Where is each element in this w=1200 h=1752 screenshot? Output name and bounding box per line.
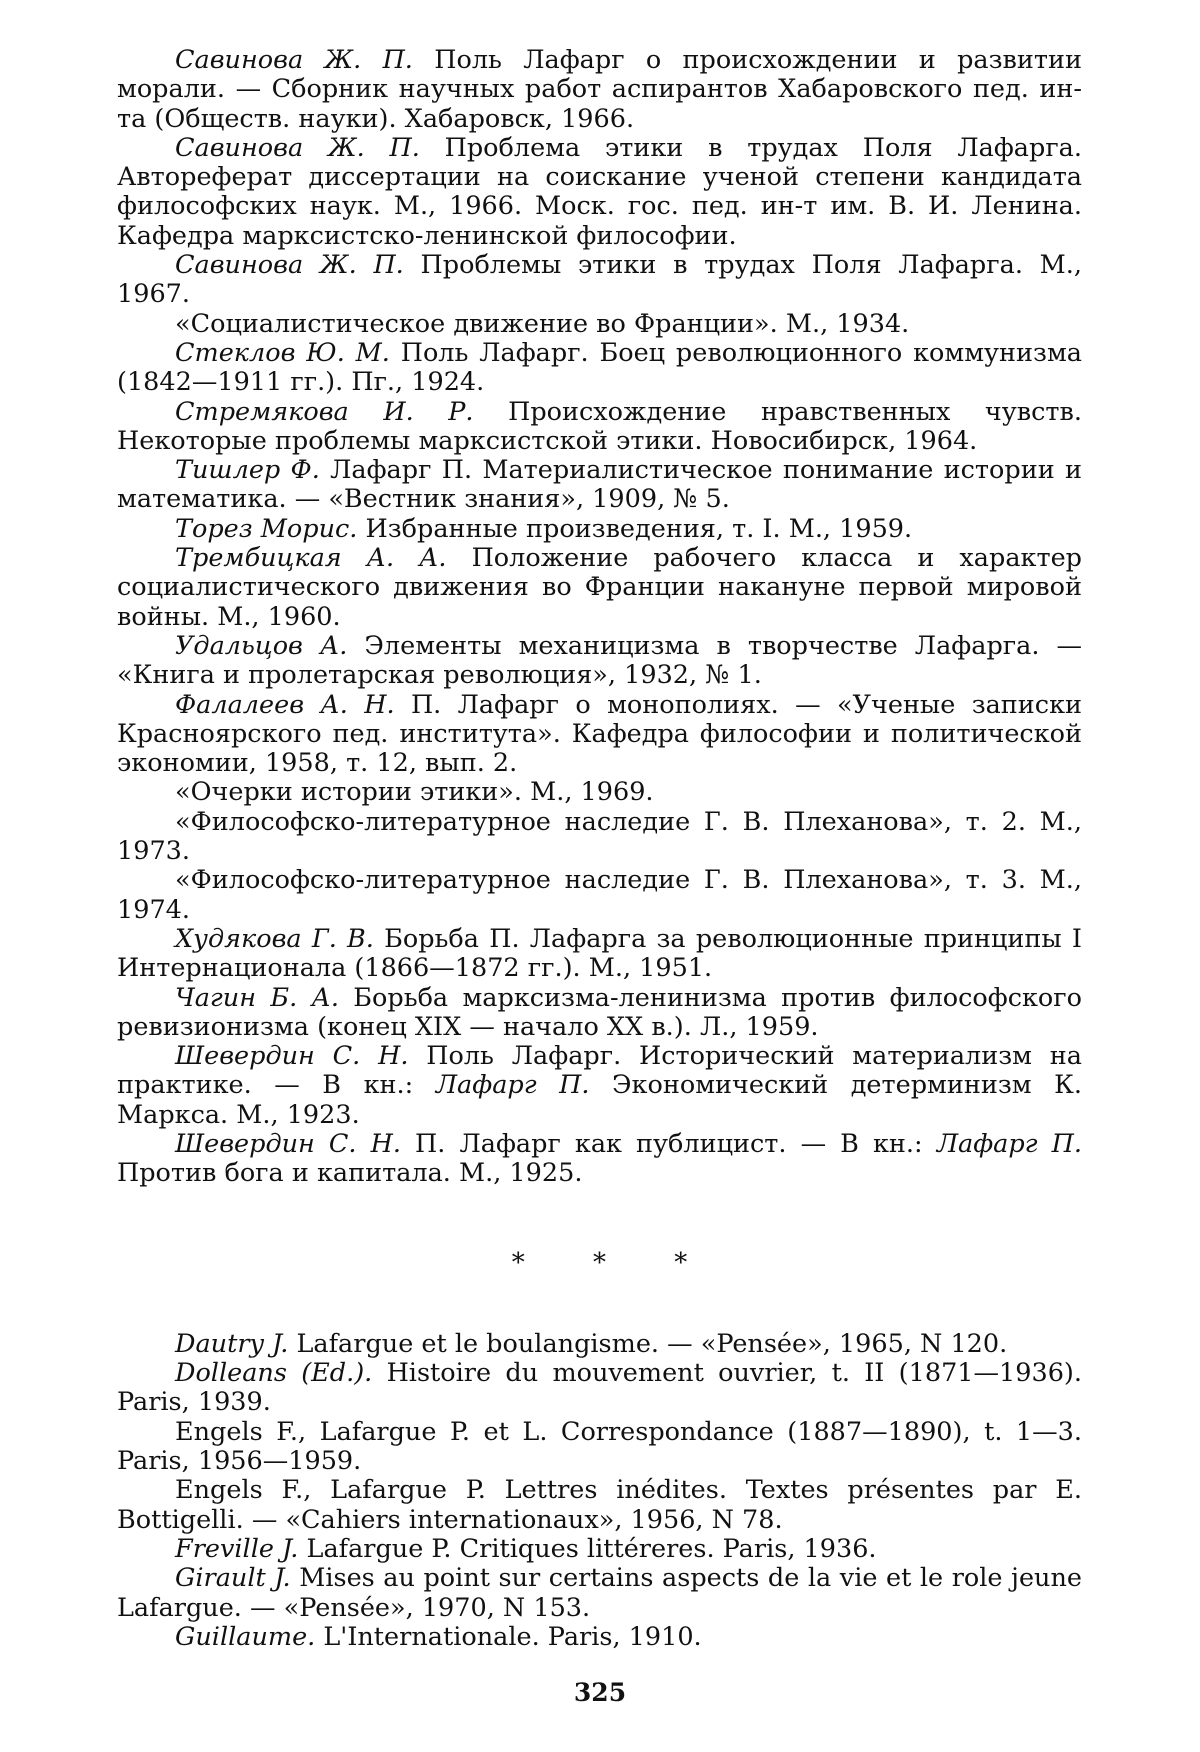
bibliography-entry [117,1359,1082,1418]
entry-author: Чагин Б. А. [175,982,339,1013]
entry-text: «Философско-литературное наследие Г. В. Плеханова», т. 3. М., 1974. [117,865,1082,925]
entry-author: Guillaume. [175,1621,316,1652]
bibliography-entry [117,691,1082,779]
entry-text: L'Internationale. Paris, 1910. [315,1621,702,1652]
entry-text: П. Лафарг о монополиях. — «Ученые записки Красноярского пед. института». Кафедра философии и политической экономии, 1958, т. 12, вып. 2. [117,689,1083,779]
bibliography-entry [117,808,1082,867]
bibliography-entry [117,1130,1082,1189]
bibliography-entry [117,1042,1082,1130]
entry-author: Фалалеев А. Н. [175,689,395,720]
entry-text: «Очерки истории этики». М., 1969. [175,777,654,808]
entry-author: Тишлер Ф. [175,455,320,486]
entry-text: Избранные произведения, т. I. М., 1959. [357,513,913,544]
entry-text: Поль Лафарг. Исторический материализм на практике. — В кн.: [117,1041,1082,1101]
section-separator: * * * [511,1247,718,1278]
bibliography-entry [117,778,1082,807]
entry-author: Савинова Ж. П. [175,250,404,281]
bibliography-entry [117,1418,1082,1477]
entry-cited-author: Лафарг П. [936,1128,1083,1159]
entry-author: Dolleans (Ed.). [175,1358,373,1389]
entry-author: Girault J. [175,1563,291,1594]
entry-author: Худякова Г. В. [175,923,374,954]
entry-text: «Философско-литературное наследие Г. В. Плеханова», т. 2. М., 1973. [117,806,1082,867]
entry-text: Engels F., Lafargue P. Lettres inédites. Textes présentes par E. Bottigelli. — «Cahiers internationaux», 1956, N 78. [117,1475,1082,1535]
bibliography-page [117,46,1082,1652]
entry-author: Шевердин С. Н. [175,1041,409,1072]
bibliography-entry [117,1564,1082,1623]
page-number: 325 [573,1678,627,1707]
entry-author: Трембицкая А. А. [175,543,447,574]
entry-text: Лафарг П. Материалистическое понимание истории и математика. — «Вестник знания», 1909, № 5. [117,455,1082,515]
entry-text: Элементы механицизма в творчестве Лафарга. — «Книга и пролетарская революция», 1932, № 1. [117,630,1082,691]
russian-bibliography-list [117,46,1082,1042]
entry-text: Экономический детерминизм К. Маркса. М., 1923. [117,1070,1082,1130]
bibliography-entry [117,339,1082,398]
bibliography-entry [117,134,1082,251]
bibliography-entry [117,46,1082,134]
entry-cited-author: Лафарг П. [435,1070,590,1101]
entry-text: Борьба марксизма-ленинизма против философского ревизионизма (конец XIX — начало XX в.). Л., 1959. [117,982,1082,1042]
entry-author: Стеклов Ю. М. [175,337,390,368]
bibliography-entry [117,1623,1082,1652]
entry-author: Удальцов А. [175,630,348,661]
bibliography-entry [117,1330,1082,1359]
bibliography-entry [117,310,1082,339]
entry-author: Торез Морис. [175,513,358,544]
entry-text: Lafargue P. Critiques littéreres. Paris, 1936. [298,1533,877,1564]
bibliography-entry [117,866,1082,925]
bibliography-entry [117,1535,1082,1564]
entry-author: Стремякова И. Р. [175,396,474,427]
entry-text: Lafargue et le boulangisme. — «Pensée», 1965, N 120. [288,1328,1008,1359]
entry-text: Положение рабочего класса и характер социалистического движения во Франции накануне первой мировой войны. М., 1960. [117,543,1082,632]
entry-text: Происхождение нравственных чувств. Некоторые проблемы марксистской этики. Новосибирск, 1964. [117,396,1082,456]
bibliography-entry [117,456,1082,515]
entry-text: Борьба П. Лафарга за революционные принципы I Интернационала (1866—1872 гг.). М., 1951. [117,923,1083,984]
entry-text: Mises au point sur certains aspects de la vie et le role jeune Lafargue. — «Pensée», 1970, N 153. [117,1563,1082,1623]
bibliography-entry [117,398,1082,457]
entry-author: Dautry J. [175,1328,289,1359]
entry-author: Шевердин С. Н. [175,1128,401,1159]
entry-text: Против бога и капитала. М., 1925. [117,1158,583,1189]
bibliography-entry [117,984,1082,1043]
entry-text: Проблемы этики в трудах Поля Лафарга. М., 1967. [117,250,1083,310]
foreign-bibliography-list [117,1330,1082,1652]
entry-author: Freville J. [175,1533,299,1564]
entry-text: П. Лафарг как публицист. — В кн.: [400,1128,937,1159]
bibliography-entry [117,925,1082,984]
entry-text: Поль Лафарг. Боец революционного коммунизма (1842—1911 гг.). Пг., 1924. [117,337,1082,398]
entry-author: Савинова Ж. П. [175,132,420,163]
entry-text: Engels F., Lafargue P. et L. Correspondance (1887—1890), t. 1—3. Paris, 1956—1959. [117,1416,1082,1477]
entry-text: Поль Лафарг о происхождении и развитии морали. — Сборник научных работ аспирантов Хабаровского пед. ин-та (Обществ. науки). Хабаровск, 1966. [117,45,1082,134]
bibliography-entry [117,1476,1082,1535]
entry-text: «Социалистическое движение во Франции». М., 1934. [175,308,910,339]
entry-text: Проблема этики в трудах Поля Лафарга. Автореферат диссертации на соискание ученой степени кандидата философских наук. М., 1966. Моск. гос. пед. ин-т им. В. И. Ленина. Кафедра марксистско-ленинской философии. [117,132,1082,251]
bibliography-entry [117,632,1082,691]
bibliography-entry [117,251,1082,310]
entry-author: Савинова Ж. П. [175,45,413,75]
entry-text: Histoire du mouvement ouvrier, t. II (1871—1936). Paris, 1939. [117,1358,1082,1418]
bibliography-entry [117,515,1082,544]
bibliography-entry [117,544,1082,632]
